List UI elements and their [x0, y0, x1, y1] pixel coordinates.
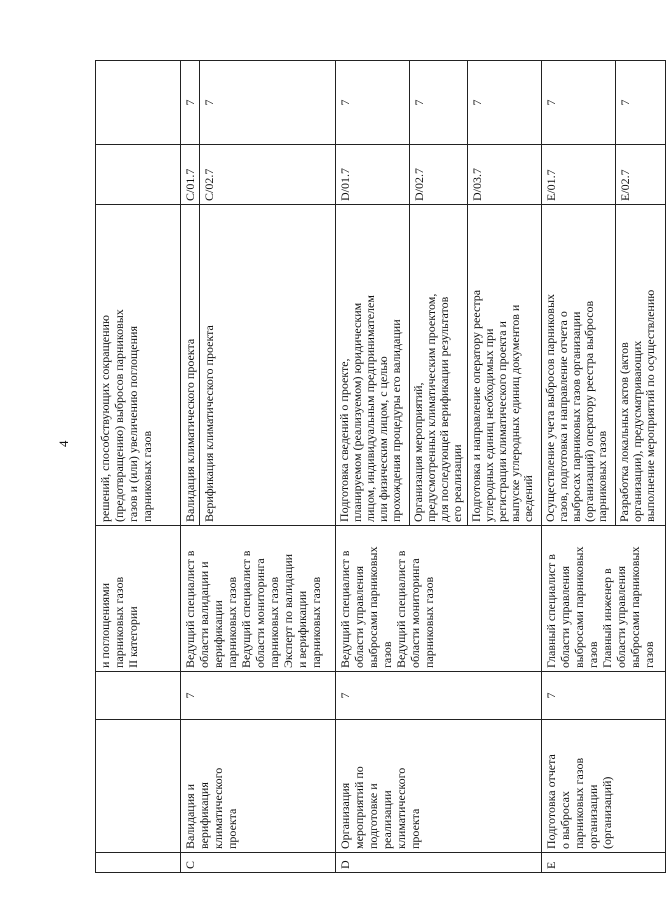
function-level: 7: [616, 61, 666, 145]
cell-general-function: [96, 720, 181, 853]
function-code: C/01.7: [181, 145, 200, 205]
function-name: Разработка локальных актов (актов организации), предусматривающих выполнение мероприятий по осуществлению: [616, 205, 666, 526]
function-level: 7: [468, 61, 542, 145]
function-level: 7: [410, 61, 468, 145]
table-row-group-d: [336, 61, 410, 873]
function-code: D/03.7: [468, 145, 542, 205]
group-name: Подготовка отчета о выбросах парниковых газов организации (организаций): [542, 720, 666, 853]
cell-function-code: [96, 145, 181, 205]
function-level: 7: [200, 61, 336, 145]
function-level: 7: [336, 61, 410, 145]
cell-positions: и поглощениями парниковых газов II категории: [96, 526, 181, 672]
group-level: 7: [336, 672, 542, 720]
rotated-table-container: [95, 61, 657, 873]
cell-function-level: [96, 61, 181, 145]
function-code: D/02.7: [410, 145, 468, 205]
qualification-table: [95, 60, 666, 873]
group-code: E: [542, 853, 666, 873]
group-name: Организация мероприятий по подготовке и реализации климатического проекта: [336, 720, 542, 853]
function-level: 7: [181, 61, 200, 145]
function-code: E/01.7: [542, 145, 616, 205]
group-level: 7: [181, 672, 336, 720]
group-positions: Ведущий специалист в области управления выбросами парниковых газов Ведущий специалист в области мониторинга парниковых газов: [336, 526, 542, 672]
function-name: Валидация климатического проекта: [181, 205, 200, 526]
group-level: 7: [542, 672, 666, 720]
page-number: 4: [56, 440, 71, 447]
function-name: Организация мероприятий, предусмотренных климатическим проектом, для последующей верификации результатов его реализации: [410, 205, 468, 526]
group-positions: Ведущий специалист в области валидации и верификации парниковых газов Ведущий специалист в области мониторинга парниковых газов Эксперт по валидации и верификации парниковых газов: [181, 526, 336, 672]
table-row-continuation: [96, 61, 181, 873]
cell-labor-function: решений, способствующих сокращению (предотвращению) выбросов парниковых газов и (или) увеличению поглощения парниковых газов: [96, 205, 181, 526]
group-positions: Главный специалист в области управления выбросами парниковых газов Главный инженер в области управления выбросами парниковых газов: [542, 526, 666, 672]
cell-code: [96, 853, 181, 873]
function-level: 7: [542, 61, 616, 145]
function-code: C/02.7: [200, 145, 336, 205]
table-row-group-c: [181, 61, 200, 873]
group-code: C: [181, 853, 336, 873]
table-row-group-e: [542, 61, 616, 873]
function-code: E/02.7: [616, 145, 666, 205]
cell-level: [96, 672, 181, 720]
function-name: Верификация климатического проекта: [200, 205, 336, 526]
group-name: Валидация и верификация климатического проекта: [181, 720, 336, 853]
group-code: D: [336, 853, 542, 873]
function-name: Подготовка сведений о проекте, планируемом (реализуемом) юридическим лицом, индивидуальным предпринимателем или физическим лицом, с целью прохождения процедуры его валидации: [336, 205, 410, 526]
function-name: Осуществление учета выбросов парниковых газов, подготовка и направление отчета о выбросах парниковых газов организации (организаций) оператору реестра выбросов парниковых газов: [542, 205, 616, 526]
function-name: Подготовка и направление оператору реестра углеродных единиц необходимых при регистрации климатического проекта и выпуске углеродных единиц документов и сведений: [468, 205, 542, 526]
function-code: D/01.7: [336, 145, 410, 205]
